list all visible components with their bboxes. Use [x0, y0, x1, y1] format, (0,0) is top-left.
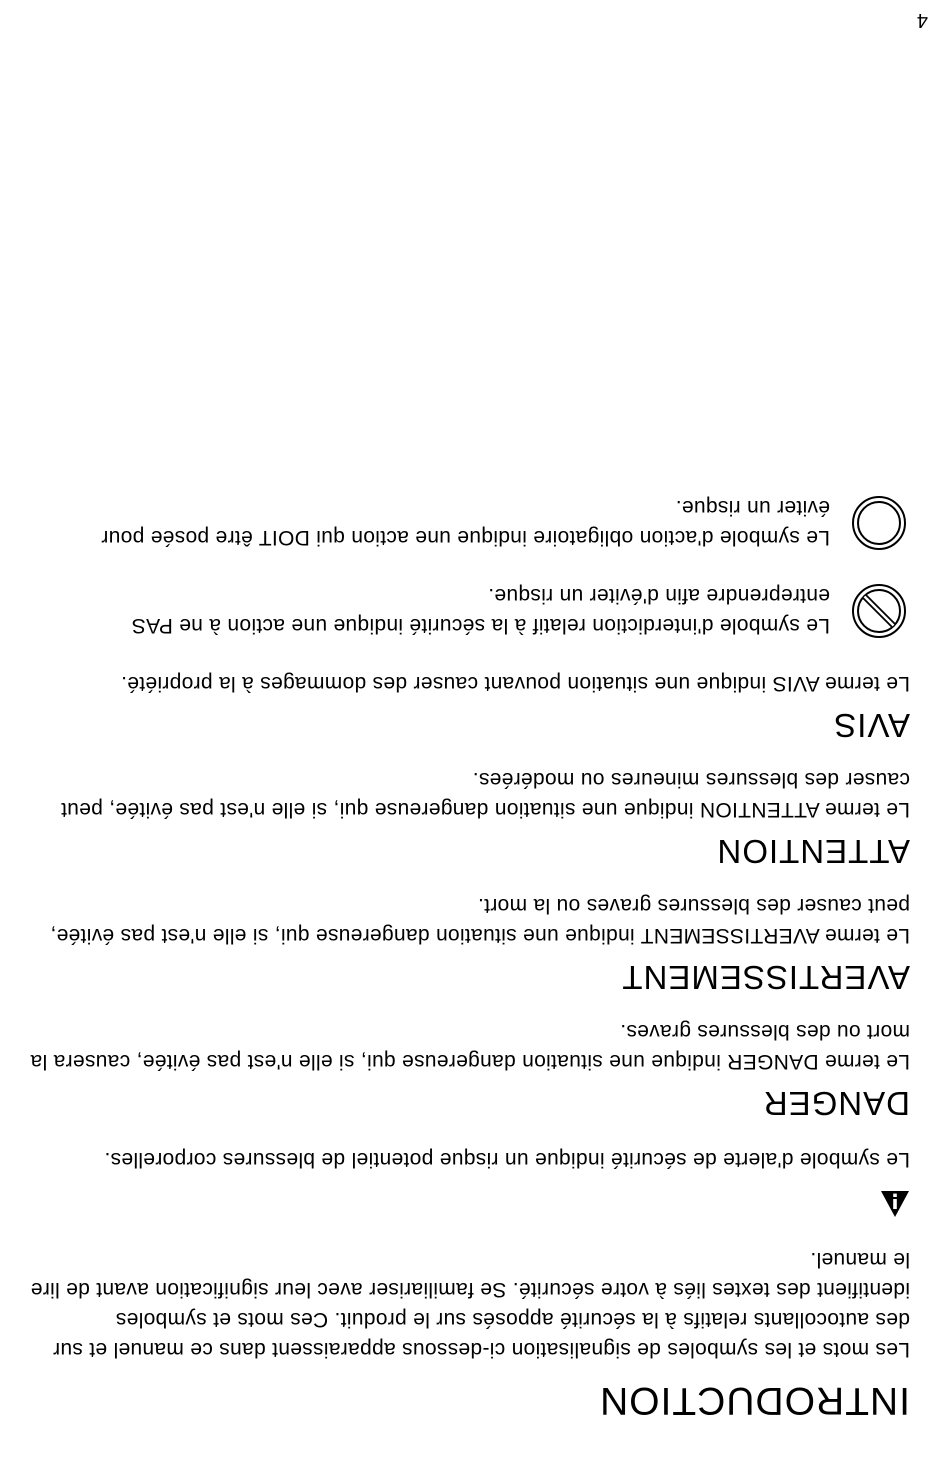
term-heading: AVIS: [833, 707, 910, 744]
prohibition-symbol-row: [30, 580, 910, 640]
term-avertissement: [30, 890, 910, 996]
mandatory-action-icon: [850, 494, 908, 552]
term-heading: DANGER: [762, 1085, 910, 1122]
prohibition-icon: [850, 582, 908, 640]
term-text: Le terme AVIS indique une situation pouvant causer des dommages à la propriété.: [120, 672, 910, 695]
safety-alert-text: Le symbole d'alerte de sécurité indique un risque potentiel de blessures corporelles.: [104, 1148, 910, 1171]
intro-section: [30, 1244, 910, 1364]
mandatory-text: Le symbole d'action obligatoire indique une action qui DOIT être posée pour éviter un risque.: [101, 496, 830, 549]
page-content: [30, 492, 910, 1422]
term-danger: [30, 1016, 910, 1122]
page-number: 4: [916, 9, 928, 31]
term-avis: [30, 668, 910, 744]
safety-alert-section: [30, 1144, 910, 1218]
intro-paragraph: Les mots et les symboles de signalisation ci-dessous apparaissent dans ce manuel et sur des autocollants relatifs à la sécurité apposés sur le produit. Ces mots et symboles identifient des textes liés à votre sécurité. Se familiariser avec leur signification avant de lire le manuel.: [30, 1248, 910, 1361]
safety-alert-icon: [880, 1190, 910, 1218]
mandatory-symbol-row: [30, 492, 910, 552]
term-attention: [30, 764, 910, 870]
term-heading: AVERTISSEMENT: [621, 959, 910, 996]
term-text: Le terme AVERTISSEMENT indique une situation dangereuse qui, si elle n'est pas évitée, peut causer des blessures graves ou la mort.: [50, 894, 910, 947]
term-heading: ATTENTION: [716, 833, 910, 870]
prohibition-text: Le symbole d'interdiction relatif à la sécurité indique une action à ne PAS entreprendre afin d'éviter un risque.: [131, 584, 830, 637]
term-text: Le terme ATTENTION indique une situation dangereuse qui, si elle n'est pas évitée, peut causer des blessures mineures ou modérées.: [60, 768, 910, 821]
term-text: Le terme DANGER indique une situation dangereuse qui, si elle n'est pas évitée, causera la mort ou des blessures graves.: [30, 1020, 910, 1073]
page-title: INTRODUCTION: [599, 1379, 910, 1422]
